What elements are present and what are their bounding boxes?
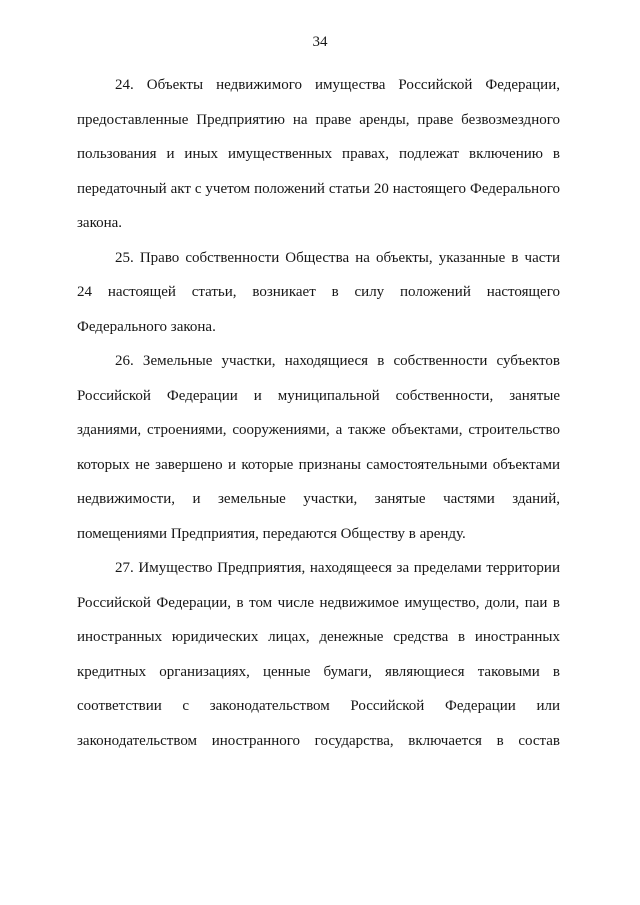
document-body (77, 68, 560, 758)
paragraph-27: 27. Имущество Предприятия, находящееся за пределами территории Российской Федерации, в том числе недвижимое имущество, доли, паи в иностранных юридических лицах, денежные средства в иностранных кредитных организациях, ценные бумаги, являющиеся таковыми в соответствии с законодательством Российской Федерации или законодательством иностранного государства, включается в состав (77, 560, 560, 749)
paragraph-26: 26. Земельные участки, находящиеся в собственности субъектов Российской Федерации и муниципальной собственности, занятые зданиями, строениями, сооружениями, а также объектами, строительство которых не завершено и которые признаны самостоятельными объектами недвижимости, и земельные участки, занятые частями зданий, помещениями Предприятия, передаются Обществу в аренду. (77, 353, 560, 542)
paragraph-24: 24. Объекты недвижимого имущества Российской Федерации, предоставленные Предприятию на праве аренды, праве безвозмездного пользования и иных имущественных правах, подлежат включению в передаточный акт с учетом положений статьи 20 настоящего Федерального закона. (77, 77, 560, 231)
paragraph-25: 25. Право собственности Общества на объекты, указанные в части 24 настоящей статьи, возникает в силу положений настоящего Федерального закона. (77, 249, 560, 335)
page-number: 34 (312, 34, 328, 50)
